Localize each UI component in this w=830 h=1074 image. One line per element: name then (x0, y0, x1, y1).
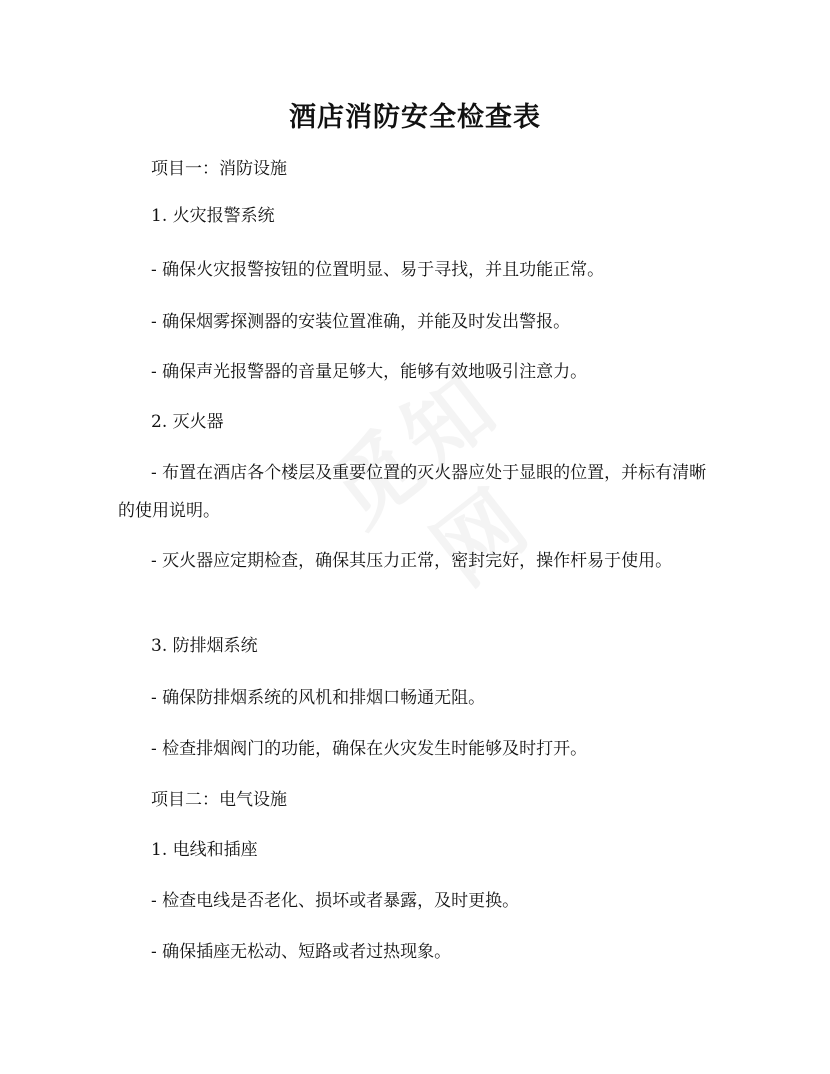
page-title: 酒店消防安全检查表 (289, 102, 541, 133)
subsection-heading: 2. 灭火器 (151, 412, 224, 432)
subsection-heading: 3. 防排烟系统 (151, 636, 258, 656)
section-heading: 项目二：电气设施 (151, 790, 287, 810)
list-item: - 灭火器应定期检查，确保其压力正常，密封完好，操作杆易于使用。 (151, 551, 673, 571)
list-item: - 确保声光报警器的音量足够大，能够有效地吸引注意力。 (151, 362, 588, 382)
subsection-heading: 1. 电线和插座 (151, 840, 258, 860)
list-item: - 确保烟雾探测器的安装位置准确，并能及时发出警报。 (151, 312, 571, 332)
list-item: - 确保火灾报警按钮的位置明显、易于寻找，并且功能正常。 (151, 260, 605, 280)
list-item: - 确保防排烟系统的风机和排烟口畅通无阻。 (151, 688, 486, 708)
list-item: - 检查排烟阀门的功能，确保在火灾发生时能够及时打开。 (151, 739, 588, 759)
list-item: - 布置在酒店各个楼层及重要位置的灭火器应处于显眼的位置，并标有清晰的使用说明。 (118, 463, 707, 521)
list-item: - 检查电线是否老化、损坏或者暴露，及时更换。 (151, 891, 520, 911)
subsection-heading: 1. 火灾报警系统 (151, 206, 275, 226)
list-item: - 确保插座无松动、短路或者过热现象。 (151, 942, 452, 962)
section-heading: 项目一：消防设施 (151, 159, 287, 179)
